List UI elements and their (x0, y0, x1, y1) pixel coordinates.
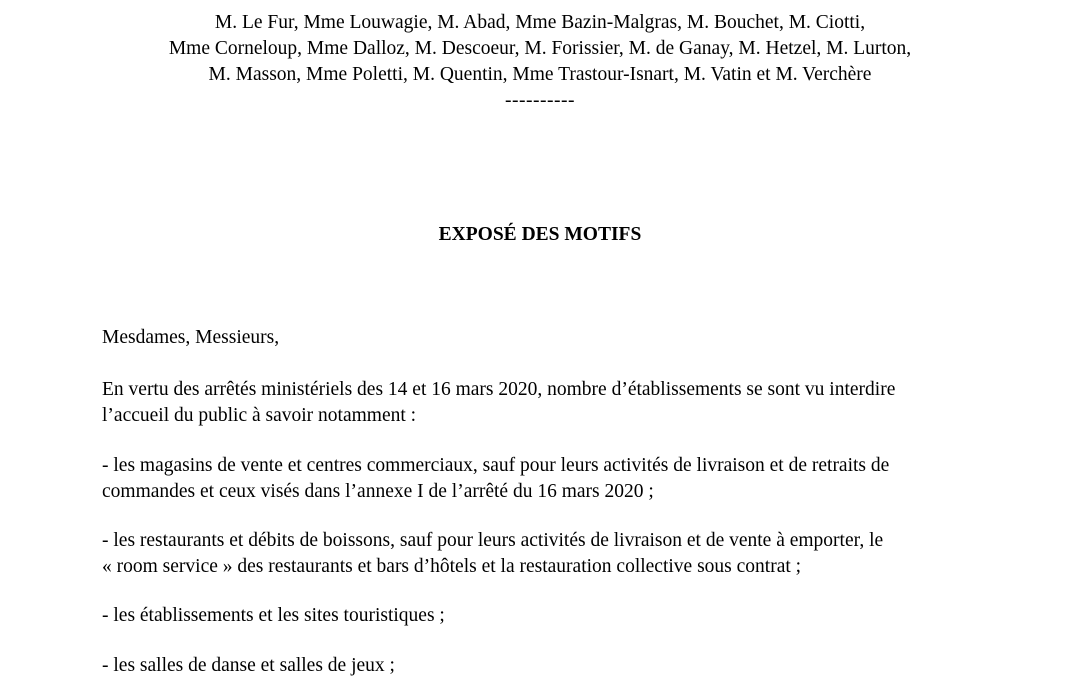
paragraph-line: - les magasins de vente et centres commerciaux, sauf pour leurs activités de livraison et de retraits de (102, 455, 890, 476)
paragraph-line: - les établissements et les sites touristiques ; (102, 605, 445, 626)
author-line: M. Masson, Mme Poletti, M. Quentin, Mme Trastour-Isnart, M. Vatin et M. Verchère (208, 64, 872, 85)
list-item-dance-halls (102, 653, 982, 679)
salutation (102, 325, 982, 351)
paragraph-line: - les salles de danse et salles de jeux ; (102, 655, 395, 676)
separator-line: ---------- (505, 90, 575, 111)
section-heading: EXPOSÉ DES MOTIFS (438, 224, 642, 245)
list-item-shops (102, 453, 982, 505)
author-line: Mme Corneloup, Mme Dalloz, M. Descoeur, M. Forissier, M. de Ganay, M. Hetzel, M. Lurton, (168, 38, 912, 59)
paragraph-line: « room service » des restaurants et bars d’hôtels et la restauration collective sous contrat ; (102, 556, 802, 577)
author-list (0, 10, 1080, 88)
salutation-text: Mesdames, Messieurs, (102, 327, 280, 348)
paragraph-line: commandes et ceux visés dans l’annexe I de l’arrêté du 16 mars 2020 ; (102, 481, 654, 502)
list-item-tourist-sites (102, 603, 982, 629)
paragraph-line: l’accueil du public à savoir notamment : (102, 405, 417, 426)
paragraph-line: - les restaurants et débits de boissons, sauf pour leurs activités de livraison et de vente à emporter, le (102, 530, 884, 551)
list-item-restaurants (102, 528, 982, 580)
paragraph-intro (102, 377, 982, 429)
paragraph-line: En vertu des arrêtés ministériels des 14 et 16 mars 2020, nombre d’établissements se sont vu interdire (102, 379, 896, 400)
author-line: M. Le Fur, Mme Louwagie, M. Abad, Mme Bazin-Malgras, M. Bouchet, M. Ciotti, (214, 12, 866, 33)
